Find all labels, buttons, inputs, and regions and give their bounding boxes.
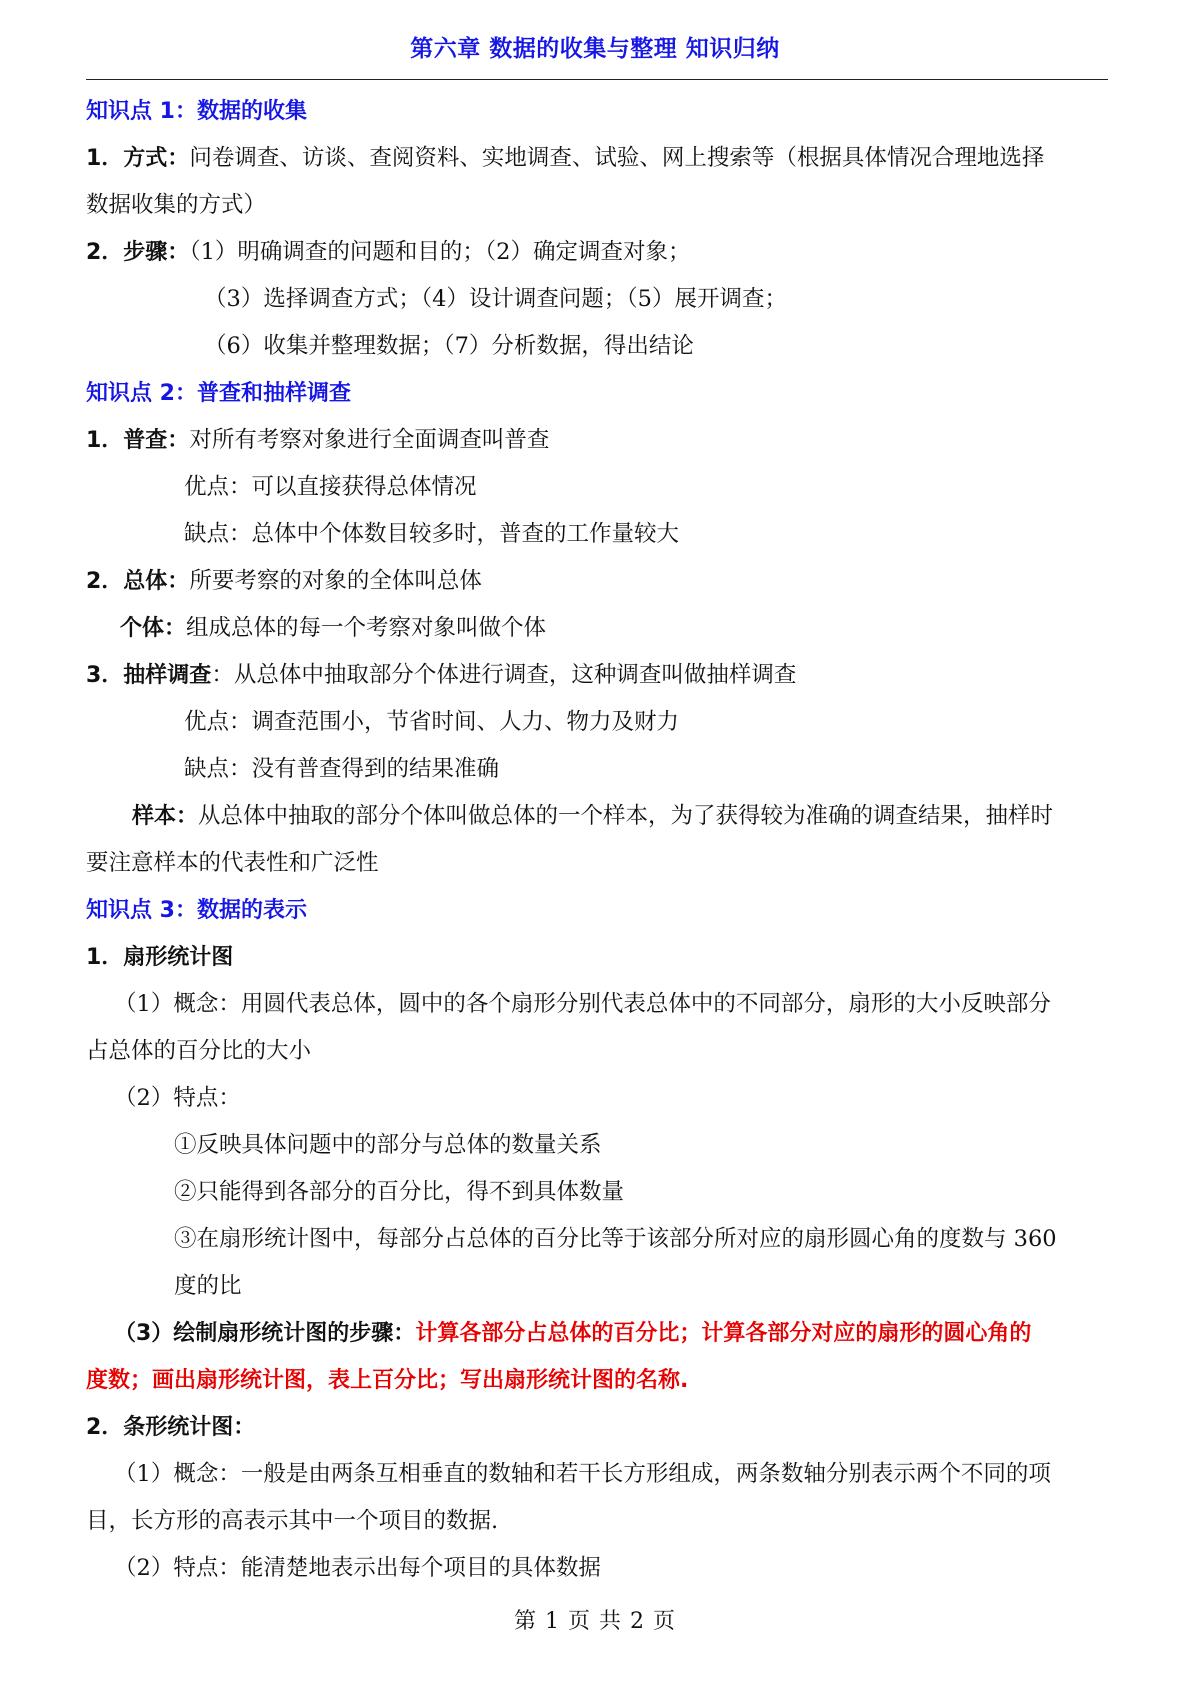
paragraph-text: ：从总体中抽取部分个体进行调查，这种调查叫做抽样调查 bbox=[211, 662, 797, 688]
term-label: 2．条形统计图： bbox=[86, 1415, 256, 1440]
paragraph-sampling bbox=[86, 652, 1108, 699]
page-title: 第六章 数据的收集与整理 知识归纳 bbox=[410, 36, 780, 62]
paragraph-pie-features bbox=[86, 1075, 1108, 1122]
document-body bbox=[86, 88, 1108, 1592]
term-label: 2．总体： bbox=[86, 569, 190, 594]
paragraph-bar-heading bbox=[86, 1404, 1108, 1451]
paragraph-population bbox=[86, 558, 1108, 605]
paragraph-text: 占总体的百分比的大小 bbox=[86, 1038, 312, 1064]
paragraph-steps bbox=[86, 229, 1108, 276]
paragraph-pie-steps-cont bbox=[86, 1357, 1108, 1404]
paragraph-census-pro bbox=[86, 464, 1108, 511]
section-title: 知识点 1：数据的收集 bbox=[86, 99, 307, 124]
paragraph-pie-feature-1 bbox=[86, 1122, 1108, 1169]
paragraph-text: 从总体中抽取的部分个体叫做总体的一个样本，为了获得较为准确的调查结果，抽样时 bbox=[198, 803, 1054, 829]
paragraph-sampling-pro bbox=[86, 699, 1108, 746]
highlight-text: 度数；画出扇形统计图，表上百分比；写出扇形统计图的名称. bbox=[86, 1368, 689, 1393]
paragraph-text: 要注意样本的代表性和广泛性 bbox=[86, 850, 379, 876]
paragraph-text: 目，长方形的高表示其中一个项目的数据. bbox=[86, 1508, 499, 1534]
section-heading-kp2 bbox=[86, 370, 1108, 417]
paragraph-pie-heading bbox=[86, 934, 1108, 981]
paragraph-pie-concept bbox=[86, 981, 1108, 1028]
paragraph-bar-concept bbox=[86, 1451, 1108, 1498]
paragraph-steps-line3 bbox=[86, 323, 1108, 370]
paragraph-sampling-con bbox=[86, 746, 1108, 793]
paragraph-text: 问卷调查、访谈、查阅资料、实地调查、试验、网上搜索等（根据具体情况合理地选择 bbox=[189, 145, 1045, 171]
paragraph-pie-feature-3-cont bbox=[86, 1263, 1108, 1310]
paragraph-census-con bbox=[86, 511, 1108, 558]
paragraph-text: （2）特点： bbox=[114, 1085, 241, 1111]
term-label: 3．抽样调查 bbox=[86, 663, 212, 688]
section-heading-kp3 bbox=[86, 887, 1108, 934]
paragraph-text: ①反映具体问题中的部分与总体的数量关系 bbox=[174, 1132, 602, 1158]
paragraph-bar-feature bbox=[86, 1545, 1108, 1592]
section-title: 知识点 2：普查和抽样调查 bbox=[86, 381, 351, 406]
paragraph-method bbox=[86, 135, 1108, 182]
section-heading-kp1 bbox=[86, 88, 1108, 135]
paragraph-text: （1）明确调查的问题和目的；（2）确定调查对象； bbox=[189, 239, 691, 265]
paragraph-census bbox=[86, 417, 1108, 464]
paragraph-text: （2）特点：能清楚地表示出每个项目的具体数据 bbox=[114, 1555, 601, 1581]
paragraph-pie-concept-cont bbox=[86, 1028, 1108, 1075]
paragraph-text: 对所有考察对象进行全面调查叫普查 bbox=[189, 427, 550, 453]
term-label: （3）绘制扇形统计图的步骤： bbox=[114, 1321, 416, 1346]
paragraph-text: 缺点：没有普查得到的结果准确 bbox=[184, 756, 500, 782]
paragraph-text: （6）收集并整理数据；（7）分析数据，得出结论 bbox=[204, 333, 694, 359]
paragraph-text: 缺点：总体中个体数目较多时，普查的工作量较大 bbox=[184, 521, 680, 547]
paragraph-pie-feature-2 bbox=[86, 1169, 1108, 1216]
paragraph-text: 优点：可以直接获得总体情况 bbox=[184, 474, 477, 500]
paragraph-text: 优点：调查范围小，节省时间、人力、物力及财力 bbox=[184, 709, 680, 735]
paragraph-text: 度的比 bbox=[174, 1273, 242, 1299]
paragraph-method-cont bbox=[86, 182, 1108, 229]
paragraph-sample bbox=[86, 793, 1108, 840]
term-label: 个体： bbox=[120, 616, 187, 641]
paragraph-text: 数据收集的方式） bbox=[86, 192, 267, 218]
section-title: 知识点 3：数据的表示 bbox=[86, 898, 307, 923]
term-label: 2．步骤： bbox=[86, 240, 190, 265]
term-label: 样本： bbox=[132, 804, 199, 829]
paragraph-text: ③在扇形统计图中，每部分占总体的百分比等于该部分所对应的扇形圆心角的度数与 360 bbox=[174, 1226, 1057, 1252]
term-label: 1．普查： bbox=[86, 428, 190, 453]
term-label: 1．扇形统计图 bbox=[86, 945, 234, 970]
paragraph-text: 组成总体的每一个考察对象叫做个体 bbox=[186, 615, 547, 641]
paragraph-text: （3）选择调查方式；（4）设计调查问题；（5）展开调查； bbox=[204, 286, 787, 312]
paragraph-text: ②只能得到各部分的百分比，得不到具体数量 bbox=[174, 1179, 625, 1205]
paragraph-pie-feature-3 bbox=[86, 1216, 1108, 1263]
term-label: 1．方式： bbox=[86, 146, 190, 171]
paragraph-text: （1）概念：一般是由两条互相垂直的数轴和若干长方形组成，两条数轴分别表示两个不同的项 bbox=[114, 1461, 1051, 1487]
highlight-text: 计算各部分占总体的百分比；计算各部分对应的扇形的圆心角的 bbox=[415, 1321, 1032, 1346]
paragraph-text: （1）概念：用圆代表总体，圆中的各个扇形分别代表总体中的不同部分，扇形的大小反映部分 bbox=[114, 991, 1051, 1017]
paragraph-individual bbox=[86, 605, 1108, 652]
header-divider bbox=[86, 79, 1108, 80]
paragraph-steps-line2 bbox=[86, 276, 1108, 323]
page-footer: 第 1 页 共 2 页 bbox=[514, 1609, 676, 1634]
paragraph-pie-steps bbox=[86, 1310, 1108, 1357]
paragraph-sample-cont bbox=[86, 840, 1108, 887]
paragraph-text: 所要考察的对象的全体叫总体 bbox=[189, 568, 482, 594]
paragraph-bar-concept-cont bbox=[86, 1498, 1108, 1545]
